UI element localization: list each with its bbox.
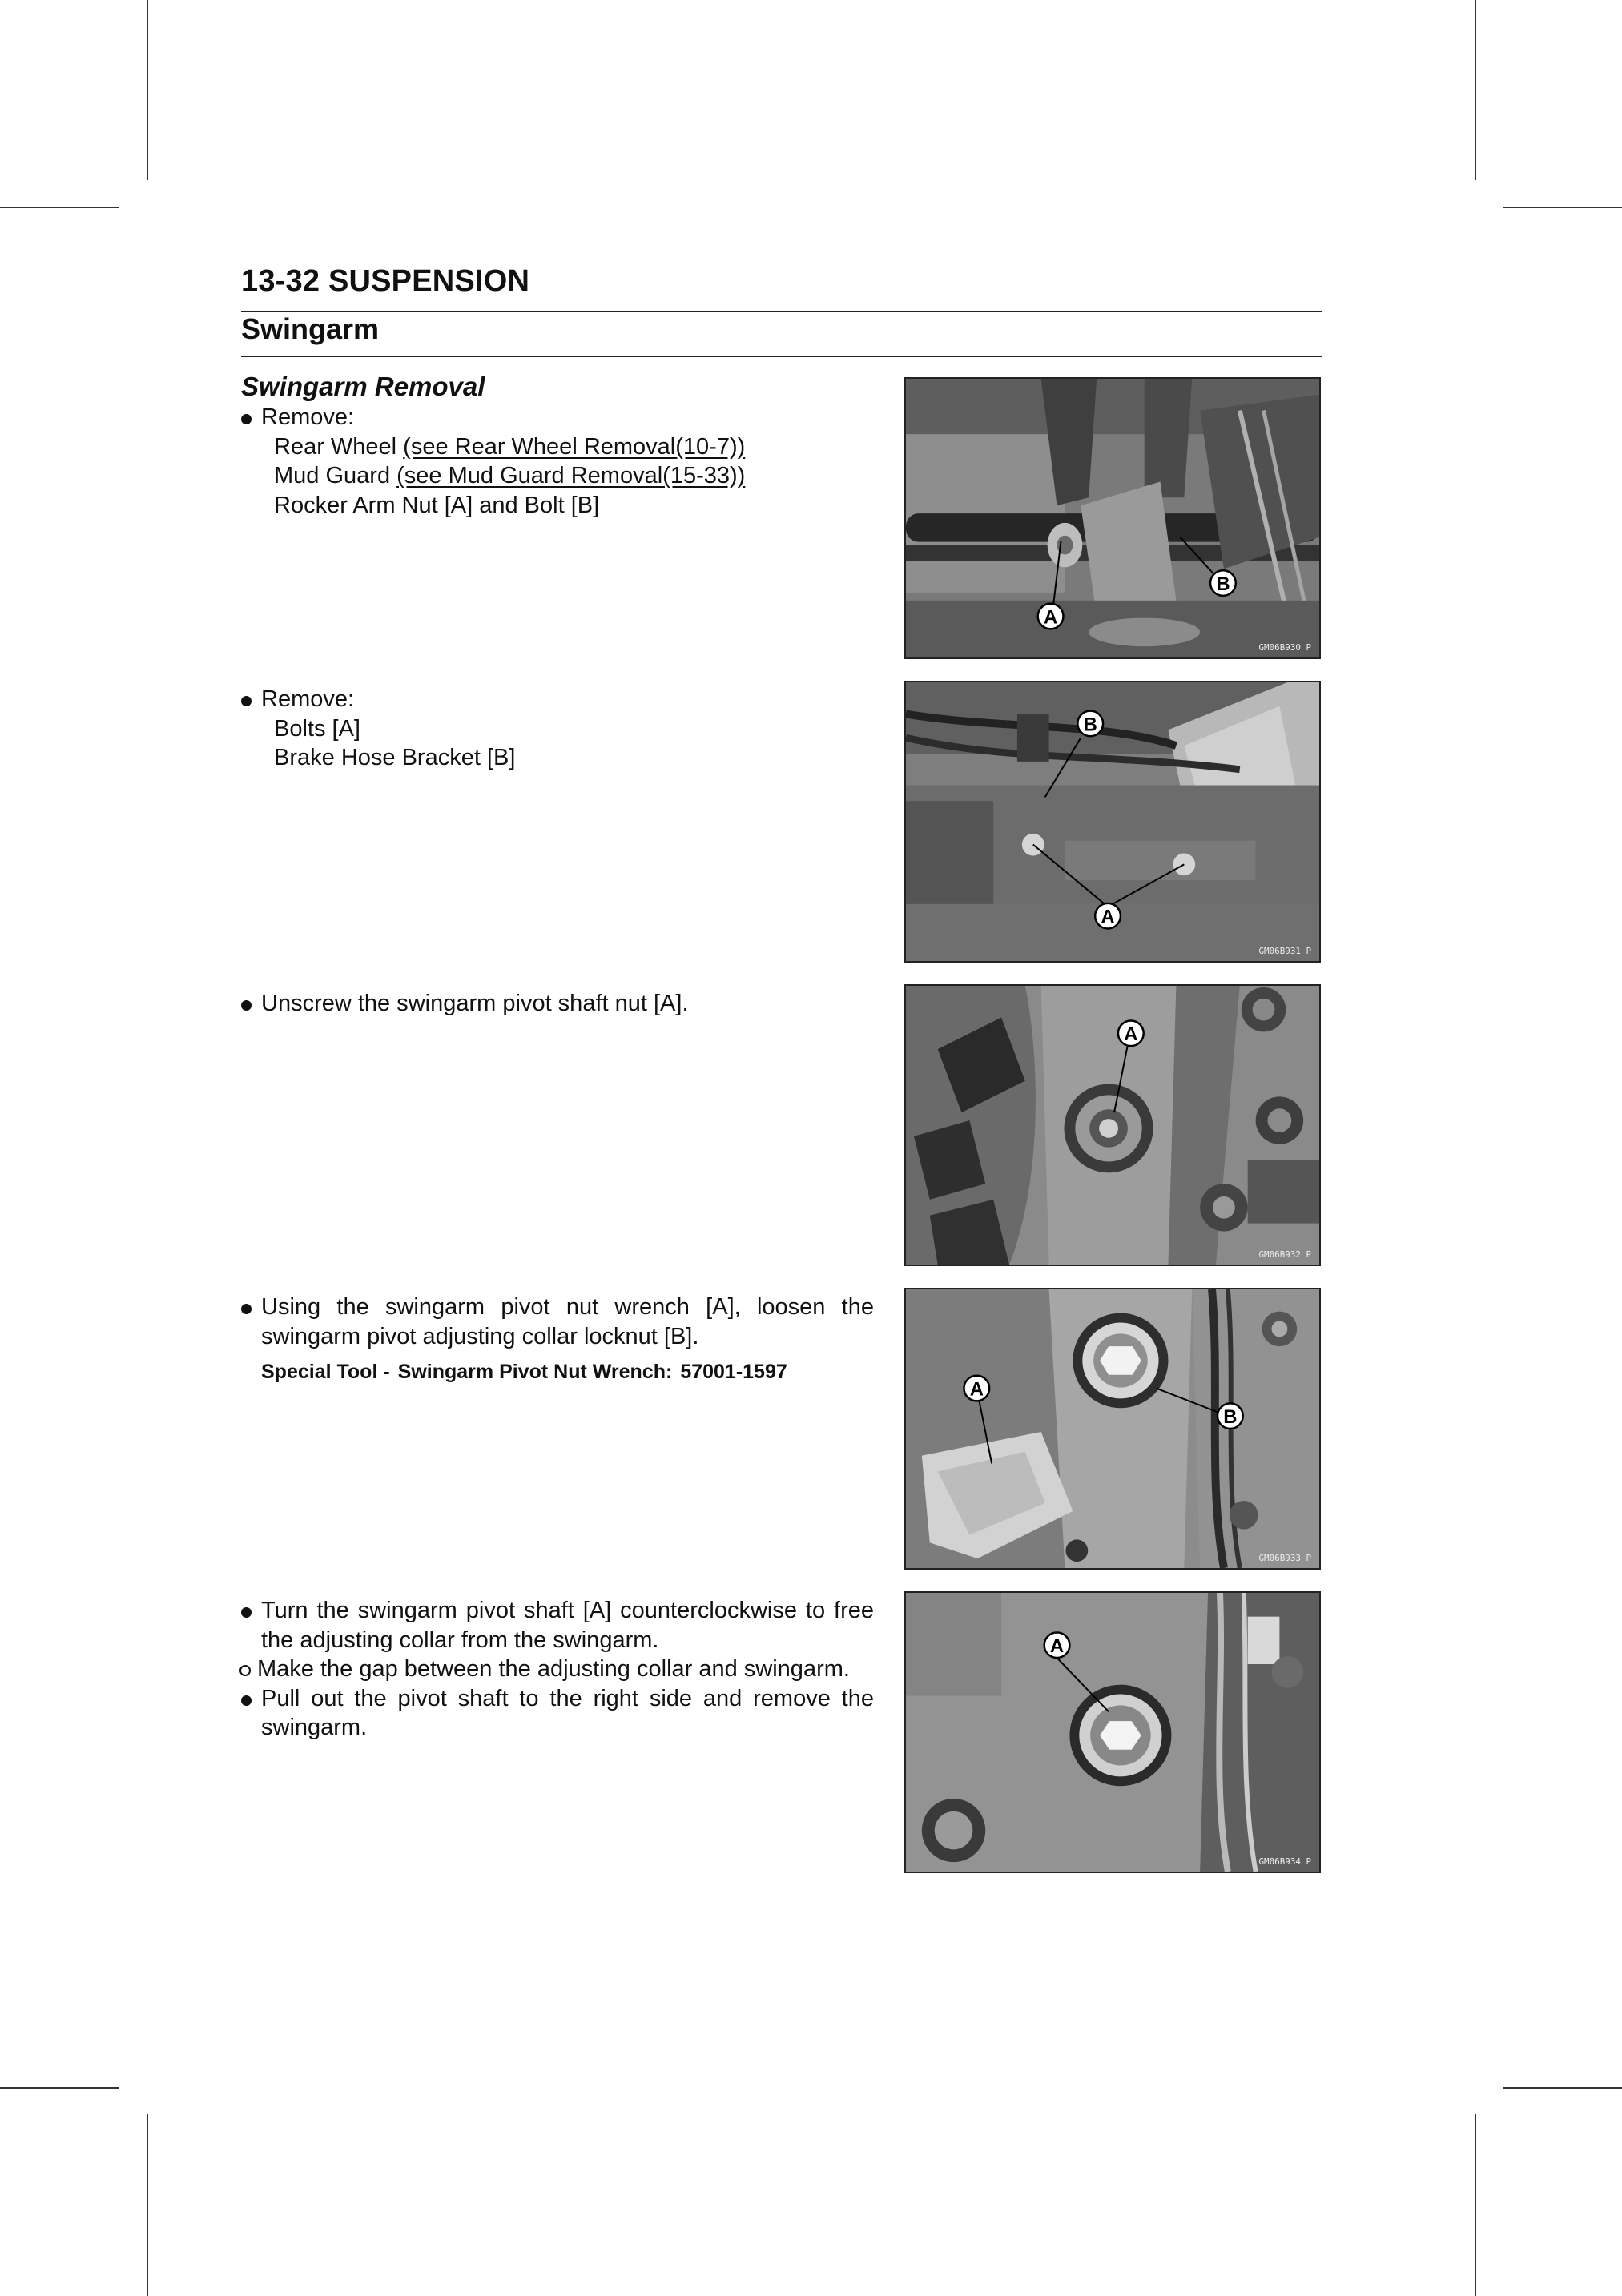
figure-4 xyxy=(904,1288,1321,1570)
callout-label: B xyxy=(1223,1406,1238,1429)
bullet-icon xyxy=(241,685,260,714)
crop-mark xyxy=(1475,2114,1476,2296)
figure-code: GM06B934 P xyxy=(1258,1856,1312,1868)
figure-code: GM06B931 P xyxy=(1258,946,1312,957)
figure-3 xyxy=(904,984,1321,1266)
crop-mark xyxy=(1503,207,1622,208)
step-5 xyxy=(241,1596,874,1743)
figure-3-photo xyxy=(906,986,1319,1265)
step-1 xyxy=(241,403,874,520)
step-2 xyxy=(241,685,874,773)
special-tool-note: Special Tool - Swingarm Pivot Nut Wrench: 57001-1597 xyxy=(261,1361,787,1383)
bullet-icon xyxy=(241,1596,260,1626)
section-rule xyxy=(241,356,1322,357)
step-line: Turn the swingarm pivot shaft [A] counterclockwise to free xyxy=(241,1596,874,1626)
crop-mark xyxy=(1503,2087,1622,2089)
rear-wheel-removal-link[interactable]: (see Rear Wheel Removal(10-7)) xyxy=(403,433,746,460)
figure-5 xyxy=(904,1591,1321,1873)
figure-code: GM06B930 P xyxy=(1258,642,1312,653)
callout-label: B xyxy=(1083,714,1097,736)
page-title: 13-32 SUSPENSION xyxy=(241,264,530,298)
section-title: Swingarm xyxy=(241,312,380,345)
figure-5-photo xyxy=(906,1593,1319,1872)
step-line: Using the swingarm pivot nut wrench [A], loosen the xyxy=(241,1293,874,1322)
callout-label: A xyxy=(1124,1023,1138,1046)
figure-2 xyxy=(904,681,1321,963)
step-line: Remove: xyxy=(241,403,874,432)
step-item: Rocker Arm Nut [A] and Bolt [B] xyxy=(274,492,600,518)
figure-4-photo xyxy=(906,1289,1319,1568)
step-line: swingarm pivot adjusting collar locknut [B]. xyxy=(261,1323,699,1349)
bullet-icon xyxy=(241,1293,260,1322)
bullet-icon xyxy=(241,403,260,432)
step-item: Rear Wheel (see Rear Wheel Removal(10-7)) xyxy=(274,433,746,460)
crop-mark xyxy=(147,0,148,180)
crop-mark xyxy=(147,2114,148,2296)
step-line: Pull out the pivot shaft to the right side and remove the xyxy=(241,1684,874,1714)
step-item: Bolts [A] xyxy=(274,715,360,742)
circle-bullet-icon xyxy=(241,1655,260,1684)
step-line: the adjusting collar from the swingarm. xyxy=(261,1627,659,1653)
procedure-title: Swingarm Removal xyxy=(241,372,485,401)
header-rule xyxy=(241,311,1322,312)
step-line: Make the gap between the adjusting collar and swingarm. xyxy=(241,1655,874,1684)
figure-code: GM06B933 P xyxy=(1258,1553,1312,1564)
step-3 xyxy=(241,989,874,1019)
crop-mark xyxy=(1475,0,1476,180)
bullet-icon xyxy=(241,989,260,1019)
callout-label: A xyxy=(1043,606,1058,629)
step-line: Unscrew the swingarm pivot shaft nut [A]. xyxy=(241,989,874,1019)
callout-label: A xyxy=(1101,906,1115,928)
bullet-icon xyxy=(241,1684,260,1714)
callout-label: B xyxy=(1216,573,1230,595)
step-4 xyxy=(241,1293,874,1387)
step-line: swingarm. xyxy=(261,1715,368,1740)
figure-code: GM06B932 P xyxy=(1258,1249,1312,1261)
mud-guard-removal-link[interactable]: (see Mud Guard Removal(15-33)) xyxy=(396,463,746,489)
figure-1 xyxy=(904,377,1321,659)
step-item: Brake Hose Bracket [B] xyxy=(274,745,516,770)
figure-2-photo xyxy=(906,682,1319,961)
callout-label: A xyxy=(969,1378,984,1401)
step-item: Mud Guard (see Mud Guard Removal(15-33)) xyxy=(274,463,746,489)
crop-mark xyxy=(0,2087,119,2089)
callout-label: A xyxy=(1049,1635,1065,1658)
crop-mark xyxy=(0,207,119,208)
figure-1-photo xyxy=(906,379,1319,657)
step-line: Remove: xyxy=(241,685,874,714)
